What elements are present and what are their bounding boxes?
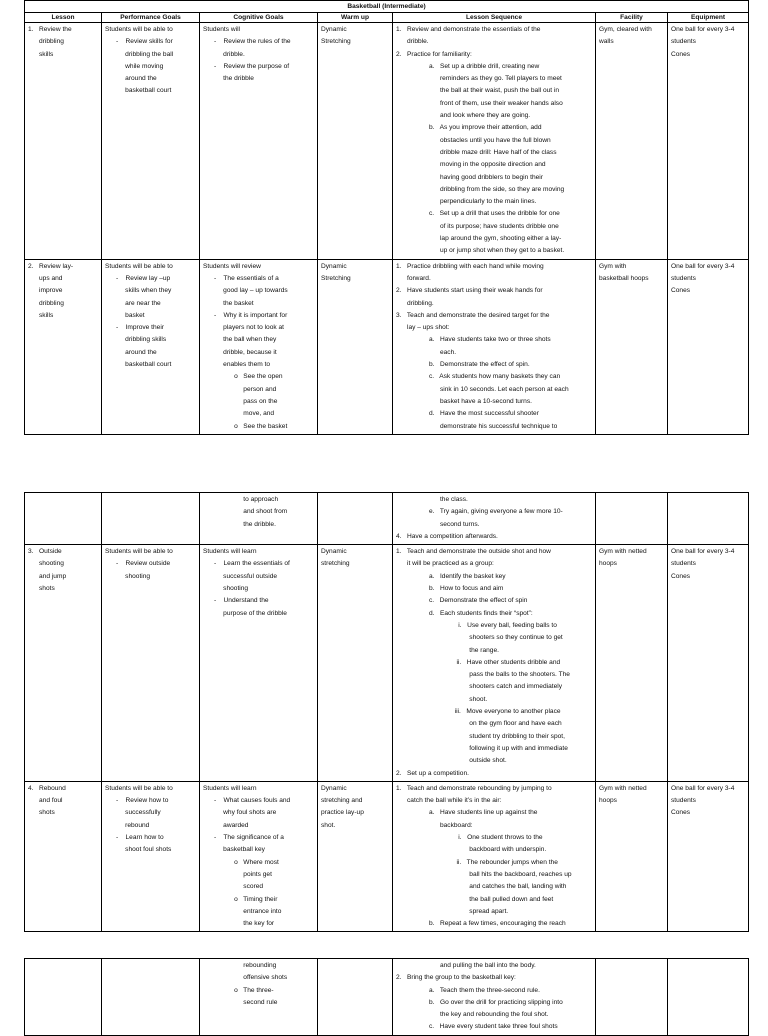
cognitive-line: - The significance of a: [203, 834, 284, 842]
cell-facility: [596, 23, 668, 260]
performance-line: - Review outside: [105, 560, 171, 568]
table-row: [25, 259, 749, 434]
sequence-line: 3. Teach and demonstrate the desired target for the: [396, 311, 550, 319]
facility-line: Gym with netted: [599, 548, 647, 556]
table-row: [25, 781, 749, 932]
cognitive-line: second rule: [203, 998, 278, 1006]
equipment-line: Cones: [671, 50, 691, 58]
performance-line: dribbling the ball: [105, 50, 174, 58]
cognitive-line: successful outside: [203, 572, 278, 580]
cognitive-line: - Understand the: [203, 597, 269, 605]
cell-performance: [102, 545, 200, 782]
equipment-line: Cones: [671, 809, 691, 817]
cell-warmup: [318, 781, 393, 932]
cognitive-line: to approach: [203, 496, 279, 503]
sequence-line: 2. Have students start using their weak hands for: [396, 287, 543, 295]
sequence-line: demonstrate his successful technique to: [396, 422, 558, 430]
cell-lesson: [25, 545, 102, 782]
lesson-line: dribbling: [28, 299, 64, 307]
table-title: Basketball (Intermediate): [25, 1, 749, 13]
header-warm-up: Warm up: [318, 13, 393, 23]
sequence-line: 2. Bring the group to the basketball key:: [396, 974, 516, 982]
lesson-line: improve: [28, 287, 63, 295]
warmup-line: Dynamic: [321, 784, 347, 792]
equipment-line: students: [671, 797, 696, 805]
cell-equipment: [668, 959, 749, 1036]
sequence-line: each.: [396, 348, 457, 356]
facility-line: Gym with: [599, 262, 627, 270]
sequence-line: c. Have every student take three foul shots: [396, 1023, 558, 1031]
cell-facility: [596, 959, 668, 1036]
sequence-line: the ball at their waist, push the ball out in: [396, 87, 560, 95]
warmup-line: practice lay-up: [321, 809, 364, 817]
sequence-line: 1. Teach and demonstrate rebounding by jumping to: [396, 784, 552, 792]
performance-line: basketball court: [105, 87, 172, 95]
header-performance-goals: Performance Goals: [102, 13, 200, 23]
performance-line: - Learn how to: [105, 834, 164, 842]
lesson-line: 3. Outside: [28, 548, 62, 556]
cell-cognitive: [200, 545, 318, 782]
sequence-line: a. Identify the basket key: [396, 572, 506, 580]
cognitive-line: - Why it is important for: [203, 311, 288, 319]
sequence-line: b. Go over the drill for practicing slipping into: [396, 998, 563, 1006]
sequence-line: of its purpose; have students dribble one: [396, 222, 559, 230]
equipment-line: One ball for every 3-4: [671, 548, 735, 556]
equipment-line: One ball for every 3-4: [671, 26, 735, 33]
cognitive-line: - Review the purpose of: [203, 62, 290, 70]
sequence-line: front of them, use their weaker hands also: [396, 99, 563, 107]
cell-performance: [102, 259, 200, 434]
sequence-line: d. Each students finds their “spot”:: [396, 609, 533, 617]
warmup-line: Dynamic: [321, 26, 347, 33]
facility-line: Gym, cleared with: [599, 26, 652, 33]
sequence-line: b. As you improve their attention, add: [396, 124, 542, 132]
sequence-line: and pulling the ball into the body.: [396, 962, 536, 969]
cell-lesson: [25, 493, 102, 545]
sequence-line: outside shot.: [396, 757, 507, 765]
sequence-line: reminders as they go. Tell players to meet: [396, 75, 562, 83]
sequence-line: ii. Have other students dribble and: [396, 658, 561, 666]
sequence-line: shooters catch and immediately: [396, 683, 563, 691]
sequence-line: basket have a 10-second turns.: [396, 397, 532, 405]
sequence-line: c. Ask students how many baskets they can: [396, 373, 561, 381]
equipment-line: Cones: [671, 287, 691, 295]
header-lesson: Lesson: [25, 13, 102, 23]
cognitive-line: o See the open: [203, 373, 283, 381]
sequence-line: shooters so they continue to get: [396, 634, 563, 642]
cell-cognitive: [200, 781, 318, 932]
cognitive-line: enables them to: [203, 361, 271, 369]
cognitive-line: Students will learn: [203, 784, 257, 792]
cell-cognitive: [200, 493, 318, 545]
lesson-line: shots: [28, 809, 55, 817]
table-row: [25, 493, 749, 545]
cognitive-line: the dribble: [203, 75, 254, 83]
cognitive-line: dribble.: [203, 50, 245, 58]
performance-line: - Improve their: [105, 324, 164, 332]
lesson-line: 1. Review the: [28, 26, 72, 33]
table-row: [25, 545, 749, 782]
lesson-plan-table: [24, 0, 749, 435]
cell-warmup: [318, 23, 393, 260]
lesson-line: and foul: [28, 797, 63, 805]
cell-lesson: [25, 781, 102, 932]
performance-line: Students will be able to: [105, 262, 173, 270]
cognitive-line: - Review the rules of the: [203, 38, 291, 46]
table-row: [25, 23, 749, 260]
facility-line: hoops: [599, 797, 617, 805]
cell-facility: [596, 545, 668, 782]
cognitive-line: the basket: [203, 299, 254, 307]
cognitive-line: awarded: [203, 821, 249, 829]
sequence-line: 1. Practice dribbling with each hand while moving: [396, 262, 544, 270]
cell-performance: [102, 23, 200, 260]
sequence-line: moving in the opposite direction and: [396, 161, 546, 169]
cell-sequence: [393, 259, 596, 434]
warmup-line: stretching and: [321, 797, 363, 805]
cognitive-line: scored: [203, 883, 264, 891]
equipment-line: students: [671, 560, 696, 568]
sequence-line: and catches the ball, landing with: [396, 883, 567, 891]
sequence-line: dribble.: [396, 38, 429, 46]
performance-line: Students will be able to: [105, 26, 173, 33]
cognitive-line: and shoot from: [203, 508, 288, 516]
sequence-line: it will be practiced as a group:: [396, 560, 494, 568]
sequence-line: 1. Review and demonstrate the essentials of the: [396, 26, 541, 33]
facility-line: hoops: [599, 560, 617, 568]
performance-line: - Review skills for: [105, 38, 173, 46]
cognitive-line: move, and: [203, 410, 275, 418]
performance-line: Students will be able to: [105, 548, 173, 556]
cognitive-line: the ball when they: [203, 336, 277, 344]
cognitive-line: players not to look at: [203, 324, 284, 332]
cognitive-line: rebounding: [203, 962, 277, 969]
cell-lesson: [25, 259, 102, 434]
cognitive-line: points get: [203, 870, 272, 878]
facility-line: Gym with netted: [599, 784, 647, 792]
cell-equipment: [668, 493, 749, 545]
sequence-line: 1. Teach and demonstrate the outside shot and how: [396, 548, 551, 556]
sequence-line: forward.: [396, 274, 431, 282]
header-row: [25, 13, 749, 23]
lesson-plan-table-continued: [24, 492, 749, 932]
sequence-line: i. Use every ball, feeding balls to: [396, 621, 557, 629]
cognitive-line: the key for: [203, 920, 275, 928]
performance-line: - Review how to: [105, 797, 169, 805]
sequence-line: student try dribbling to their spot,: [396, 732, 565, 740]
equipment-line: students: [671, 38, 696, 46]
sequence-line: c. Demonstrate the effect of spin: [396, 597, 528, 605]
sequence-line: lap around the gym, shooting either a lay-: [396, 235, 562, 243]
cell-cognitive: [200, 259, 318, 434]
cell-facility: [596, 259, 668, 434]
lesson-line: 4. Rebound: [28, 784, 66, 792]
performance-line: around the: [105, 75, 157, 83]
performance-line: dribbling skills: [105, 336, 167, 344]
cell-facility: [596, 493, 668, 545]
cell-performance: [102, 493, 200, 545]
cell-cognitive: [200, 23, 318, 260]
document-page-1: [0, 0, 768, 445]
cognitive-line: o The three-: [203, 986, 274, 994]
equipment-line: One ball for every 3-4: [671, 784, 735, 792]
cell-equipment: [668, 23, 749, 260]
sequence-line: spread apart.: [396, 907, 509, 915]
cognitive-line: good lay – up towards: [203, 287, 288, 295]
sequence-line: up or jump shot when they get to a basket.: [396, 247, 565, 255]
sequence-line: a. Have students take two or three shots: [396, 336, 551, 344]
sequence-line: on the gym floor and have each: [396, 720, 562, 728]
sequence-line: second turns.: [396, 520, 480, 528]
cell-equipment: [668, 781, 749, 932]
cognitive-line: purpose of the dribble: [203, 609, 287, 617]
sequence-line: lay – ups shot:: [396, 324, 450, 332]
cognitive-line: o See the basket: [203, 422, 288, 430]
warmup-line: stretching: [321, 560, 350, 568]
performance-line: Students will be able to: [105, 784, 173, 792]
sequence-line: pass the balls to the shooters. The: [396, 671, 570, 679]
document-page-2: [0, 492, 768, 928]
sequence-line: e. Try again, giving everyone a few more 10-: [396, 508, 563, 516]
performance-line: rebound: [105, 821, 150, 829]
sequence-line: iii. Move everyone to another place: [396, 708, 561, 716]
cell-sequence: [393, 493, 596, 545]
cognitive-line: Students will learn: [203, 548, 257, 556]
sequence-line: c. Set up a drill that uses the dribble for one: [396, 210, 560, 218]
sequence-line: a. Teach them the three-second rule.: [396, 986, 540, 994]
cell-sequence: [393, 23, 596, 260]
cognitive-line: shooting: [203, 585, 249, 593]
performance-line: basketball court: [105, 361, 172, 369]
lesson-line: ups and: [28, 274, 63, 282]
cell-warmup: [318, 545, 393, 782]
sequence-line: b. Demonstrate the effect of spin.: [396, 361, 530, 369]
lesson-line: shots: [28, 585, 55, 593]
equipment-line: One ball for every 3-4: [671, 262, 735, 270]
sequence-line: the key and rebounding the foul shot.: [396, 1011, 549, 1019]
document-page-3: [0, 958, 768, 1031]
lesson-line: and jump: [28, 572, 67, 580]
performance-line: shoot foul shots: [105, 846, 172, 854]
sequence-line: having good dribblers to begin their: [396, 173, 543, 181]
warmup-line: Stretching: [321, 274, 351, 282]
sequence-line: following it up with and immediate: [396, 744, 568, 752]
cognitive-line: offensive shots: [203, 974, 288, 982]
equipment-line: students: [671, 274, 696, 282]
cell-sequence: [393, 545, 596, 782]
sequence-line: and look where they are going.: [396, 112, 531, 120]
sequence-line: catch the ball while it’s in the air:: [396, 797, 502, 805]
sequence-line: a. Have students line up against the: [396, 809, 538, 817]
cell-equipment: [668, 259, 749, 434]
lesson-line: skills: [28, 311, 54, 319]
cell-warmup: [318, 493, 393, 545]
sequence-line: the ball pulled down and feet: [396, 895, 554, 903]
lesson-line: skills: [28, 50, 54, 58]
sequence-line: b. Repeat a few times, encouraging the reach: [396, 920, 566, 928]
equipment-line: Cones: [671, 572, 691, 580]
lesson-line: shooting: [28, 560, 64, 568]
cognitive-line: - The essentials of a: [203, 274, 279, 282]
lesson-plan-table-continued-2: [24, 958, 749, 1036]
performance-line: skills when they: [105, 287, 172, 295]
sequence-line: backboard:: [396, 821, 473, 829]
cell-performance: [102, 959, 200, 1036]
performance-line: around the: [105, 348, 157, 356]
cognitive-line: - What causes fouls and: [203, 797, 291, 805]
cognitive-line: the dribble.: [203, 520, 276, 528]
warmup-line: Stretching: [321, 38, 351, 46]
cognitive-line: dribble, because it: [203, 348, 277, 356]
cell-performance: [102, 781, 200, 932]
cognitive-line: pass on the: [203, 397, 278, 405]
sequence-line: shoot.: [396, 695, 488, 703]
cognitive-line: why foul shots are: [203, 809, 277, 817]
cognitive-line: entrance into: [203, 907, 282, 915]
sequence-line: 4. Have a competition afterwards.: [396, 532, 498, 540]
sequence-line: dribble maze drill: Have half of the class: [396, 148, 557, 156]
warmup-line: Dynamic: [321, 548, 347, 556]
sequence-line: i. One student throws to the: [396, 834, 543, 842]
sequence-line: the range.: [396, 646, 499, 654]
cell-cognitive: [200, 959, 318, 1036]
header-equipment: Equipment: [668, 13, 749, 23]
sequence-line: 2. Set up a competition.: [396, 769, 469, 777]
performance-line: - Review lay –up: [105, 274, 171, 282]
sequence-line: d. Have the most successful shooter: [396, 410, 539, 418]
performance-line: basket: [105, 311, 145, 319]
header-lesson-sequence: Lesson Sequence: [393, 13, 596, 23]
facility-line: basketball hoops: [599, 274, 649, 282]
sequence-line: dribbling from the side, so they are moving: [396, 185, 565, 193]
sequence-line: obstacles until you have the full blown: [396, 136, 551, 144]
performance-line: successfully: [105, 809, 161, 817]
header-facility: Facility: [596, 13, 668, 23]
cognitive-line: o Where most: [203, 858, 279, 866]
table-row: [25, 959, 749, 1036]
cognitive-line: o Timing their: [203, 895, 278, 903]
performance-line: while moving: [105, 62, 164, 70]
cell-warmup: [318, 959, 393, 1036]
facility-line: walls: [599, 38, 614, 46]
cognitive-line: - Learn the essentials of: [203, 560, 290, 568]
header-cognitive-goals: Cognitive Goals: [200, 13, 318, 23]
cell-equipment: [668, 545, 749, 782]
warmup-line: shot.: [321, 821, 336, 829]
cognitive-line: person and: [203, 385, 277, 393]
sequence-line: sink in 10 seconds. Let each person at each: [396, 385, 569, 393]
sequence-line: 2. Practice for familiarity:: [396, 50, 472, 58]
cognitive-line: Students will review: [203, 262, 261, 270]
sequence-line: dribbling.: [396, 299, 434, 307]
lesson-line: 2. Review lay-: [28, 262, 74, 270]
cognitive-line: Students will: [203, 26, 241, 33]
warmup-line: Dynamic: [321, 262, 347, 270]
cognitive-line: basketball key: [203, 846, 265, 854]
cell-warmup: [318, 259, 393, 434]
sequence-line: ii. The rebounder jumps when the: [396, 858, 558, 866]
sequence-line: b. How to focus and aim: [396, 585, 504, 593]
cell-sequence: [393, 781, 596, 932]
cell-lesson: [25, 23, 102, 260]
cell-sequence: [393, 959, 596, 1036]
sequence-line: a. Set up a dribble drill, creating new: [396, 62, 540, 70]
lesson-line: dribbling: [28, 38, 64, 46]
cell-facility: [596, 781, 668, 932]
sequence-line: ball hits the backboard, reaches up: [396, 870, 572, 878]
performance-line: shooting: [105, 572, 151, 580]
cell-lesson: [25, 959, 102, 1036]
sequence-line: the class.: [396, 496, 468, 503]
sequence-line: perpendicularly to the main lines.: [396, 198, 537, 206]
sequence-line: backboard with underspin.: [396, 846, 547, 854]
performance-line: are near the: [105, 299, 161, 307]
